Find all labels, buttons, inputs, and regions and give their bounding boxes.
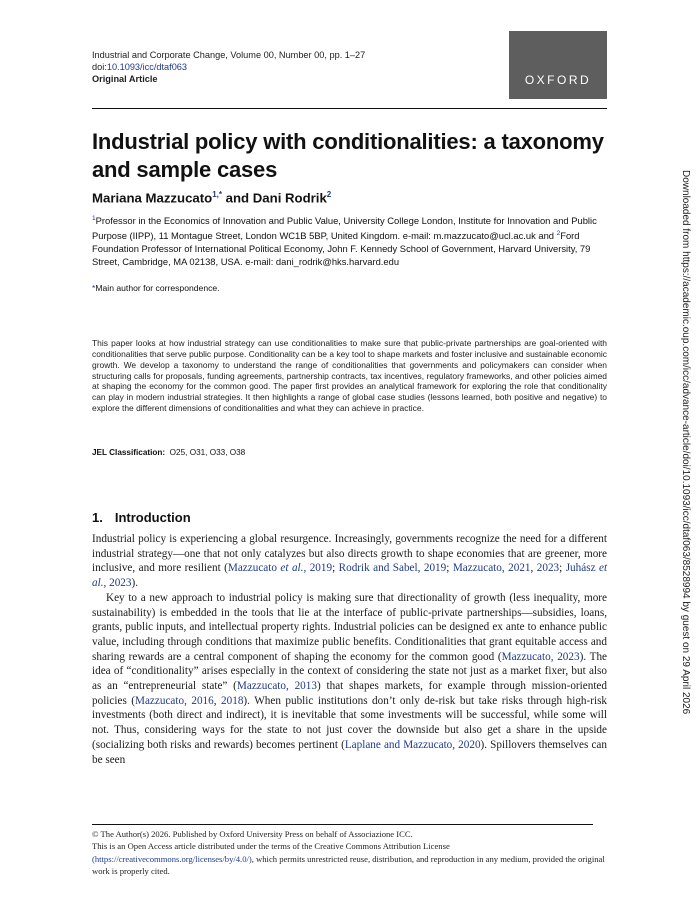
affiliation-marker: 2: [556, 229, 561, 237]
citation-link[interactable]: Mazzucato, 2021: [452, 562, 531, 575]
section-number: 1.: [92, 510, 103, 525]
license-notice: [92, 828, 607, 878]
body-text: [92, 532, 607, 767]
license-line: , which permits unrestricted reuse, distribution, and reproduction in any medium, provided the original work is properly cited.: [92, 853, 605, 877]
correspondence-note: [92, 283, 220, 293]
author-affiliation-marker[interactable]: 2: [326, 190, 332, 199]
author-conjunction: and: [225, 190, 250, 206]
citation-link[interactable]: Mazzucato, 2016: [135, 694, 214, 707]
paragraph-text: Industrial policy is experiencing a global resurgence. Increasingly, governments recognize the need for a different industrial strategy—one that not only catalyzes but also directs growth to shape economies that are greener, more inclusive, and more resilient (: [92, 533, 607, 575]
paragraph-text: ,: [213, 694, 222, 707]
affiliation-text: Ford Foundation Professor of International Political Economy, John F. Kennedy School of Government, Harvard University, 79 Street, Cambridge, MA 02138, USA. e-mail: dani_rodrik@hks.harvard.edu: [92, 230, 591, 267]
oxford-logo: [509, 31, 607, 99]
citation-link[interactable]: Mazzucato et al., 2019: [227, 562, 333, 575]
paragraph-text: Key to a new approach to industrial policy is making sure that directionality of growth (less inequality, more sustainability) is embedded in the tools that lie at the interface of public-private partnerships—subsidies, loans, grants, public inputs, and intellectual property rights. Industrial policies can be designed ex ante to enhance public value, including through conditions that maximize public benefits. Conditionalities that grant equitable access and sharing rewards are a central component of shaping the economy for the common good (: [92, 591, 607, 663]
jel-codes: O25, O31, O33, O38: [169, 448, 246, 457]
correspondence-text: Main author for correspondence.: [95, 283, 220, 293]
article-title: Industrial policy with conditionalities: a taxonomy and sample cases: [92, 129, 604, 182]
journal-header: [92, 49, 365, 85]
copyright-line: © The Author(s) 2026. Published by Oxford University Press on behalf of Associazione ICC.: [92, 829, 413, 839]
paragraph-text: ,: [530, 562, 537, 575]
footer-divider: [92, 824, 593, 825]
affiliations: [92, 213, 612, 268]
author-name: Mariana Mazzucato: [92, 190, 213, 206]
journal-citation: Industrial and Corporate Change, Volume 00, Number 00, pp. 1–27: [92, 50, 366, 60]
correspondence-star: *: [92, 283, 96, 293]
paragraph-text: ;: [559, 562, 566, 575]
paragraph-text: ;: [332, 562, 339, 575]
jel-label: JEL Classification:: [92, 448, 166, 457]
section-title: Introduction: [114, 510, 191, 525]
paragraph: [92, 532, 607, 591]
doi-link[interactable]: 10.1093/icc/dtaf063: [106, 62, 188, 72]
affiliation-marker: 1: [92, 215, 96, 222]
paragraph-text: ). When public institutions don’t only de-risk but take risks through high-risk investments (both direct and indirect), it is inevitable that some investments will be successful, while some will not. Thus, considering ways for the state to not just cover the downside but also get a share in the upside (socializing both risks and rewards) becomes pertinent (: [92, 694, 608, 751]
paragraph-text: ).: [131, 577, 138, 590]
oxford-logo-text: OXFORD: [524, 73, 592, 87]
license-line: This is an Open Access article distributed under the terms of the Creative Commons Attribution License: [92, 841, 450, 852]
affiliation-text: Professor in the Economics of Innovation and Public Value, University College London, Institute for Innovation and Public Purpose (IIPP), 11 Montague Street, London WC1B 5BP, United Kingdom. e-mail: m.mazzucato@ucl.ac.uk and: [92, 215, 597, 242]
citation-link[interactable]: Mazzucato, 2013: [236, 680, 317, 693]
doi-line: [92, 61, 365, 73]
paragraph-text: ;: [446, 562, 453, 575]
citation-link[interactable]: 2023: [536, 562, 560, 575]
header-divider: [92, 108, 607, 109]
citation-link[interactable]: Rodrik and Sabel, 2019: [338, 562, 447, 575]
citation-link[interactable]: Juhász et al., 2023: [92, 562, 608, 590]
jel-classification: [92, 448, 245, 457]
license-url-link[interactable]: (https://creativecommons.org/licenses/by/4.0/): [92, 853, 252, 864]
paragraph-text: ). Spillovers themselves can be seen: [92, 738, 607, 766]
paragraph-text: ) that shapes markets, for example through mission-oriented policies (: [92, 680, 607, 707]
section-heading: [92, 510, 191, 525]
paragraph: [92, 591, 607, 767]
author-affiliation-marker[interactable]: 1,*: [212, 190, 222, 199]
paragraph-text: ). The idea of “conditionality” arises especially in the context of considering the state not just as a market fixer, but also as an “entrepreneurial state” (: [92, 650, 608, 693]
download-watermark: Downloaded from https://academic.oup.com/icc/advance-article/doi/10.1093/icc/dtaf063/8528994 by guest on 29 April 2026: [680, 170, 691, 715]
doi-prefix: doi:: [92, 62, 107, 72]
abstract: This paper looks at how industrial strategy can use conditionalities to make sure that public-private partnerships are goal-oriented with conditionalities that serve public purpose. Conditionality can be a key tool to shape markets and foster inclusive and sustainable economic growth. We develop a taxonomy to understand the range of conditionalities that governments and policymakers can consider when structuring calls for proposals, funding agreements, partnership contracts, tax incentives, regulatory frameworks, and other policies aimed at shaping the economy for the common good. The paper first provides an analytical framework for exploring the role that conditionality can play in modern industrial strategies. It then highlights a range of global case studies (lessons learned, both positive and negative) to explore the different dimensions of conditionalities and what they can achieve in practice.: [92, 338, 607, 414]
citation-link[interactable]: Laplane and Mazzucato, 2020: [344, 738, 481, 751]
author-list: [92, 190, 331, 205]
article-type: Original Article: [92, 74, 158, 84]
citation-link[interactable]: Mazzucato, 2023: [501, 650, 580, 663]
citation-link[interactable]: 2018: [221, 694, 244, 707]
author-name: Dani Rodrik: [252, 190, 327, 206]
license-text: [92, 840, 607, 877]
